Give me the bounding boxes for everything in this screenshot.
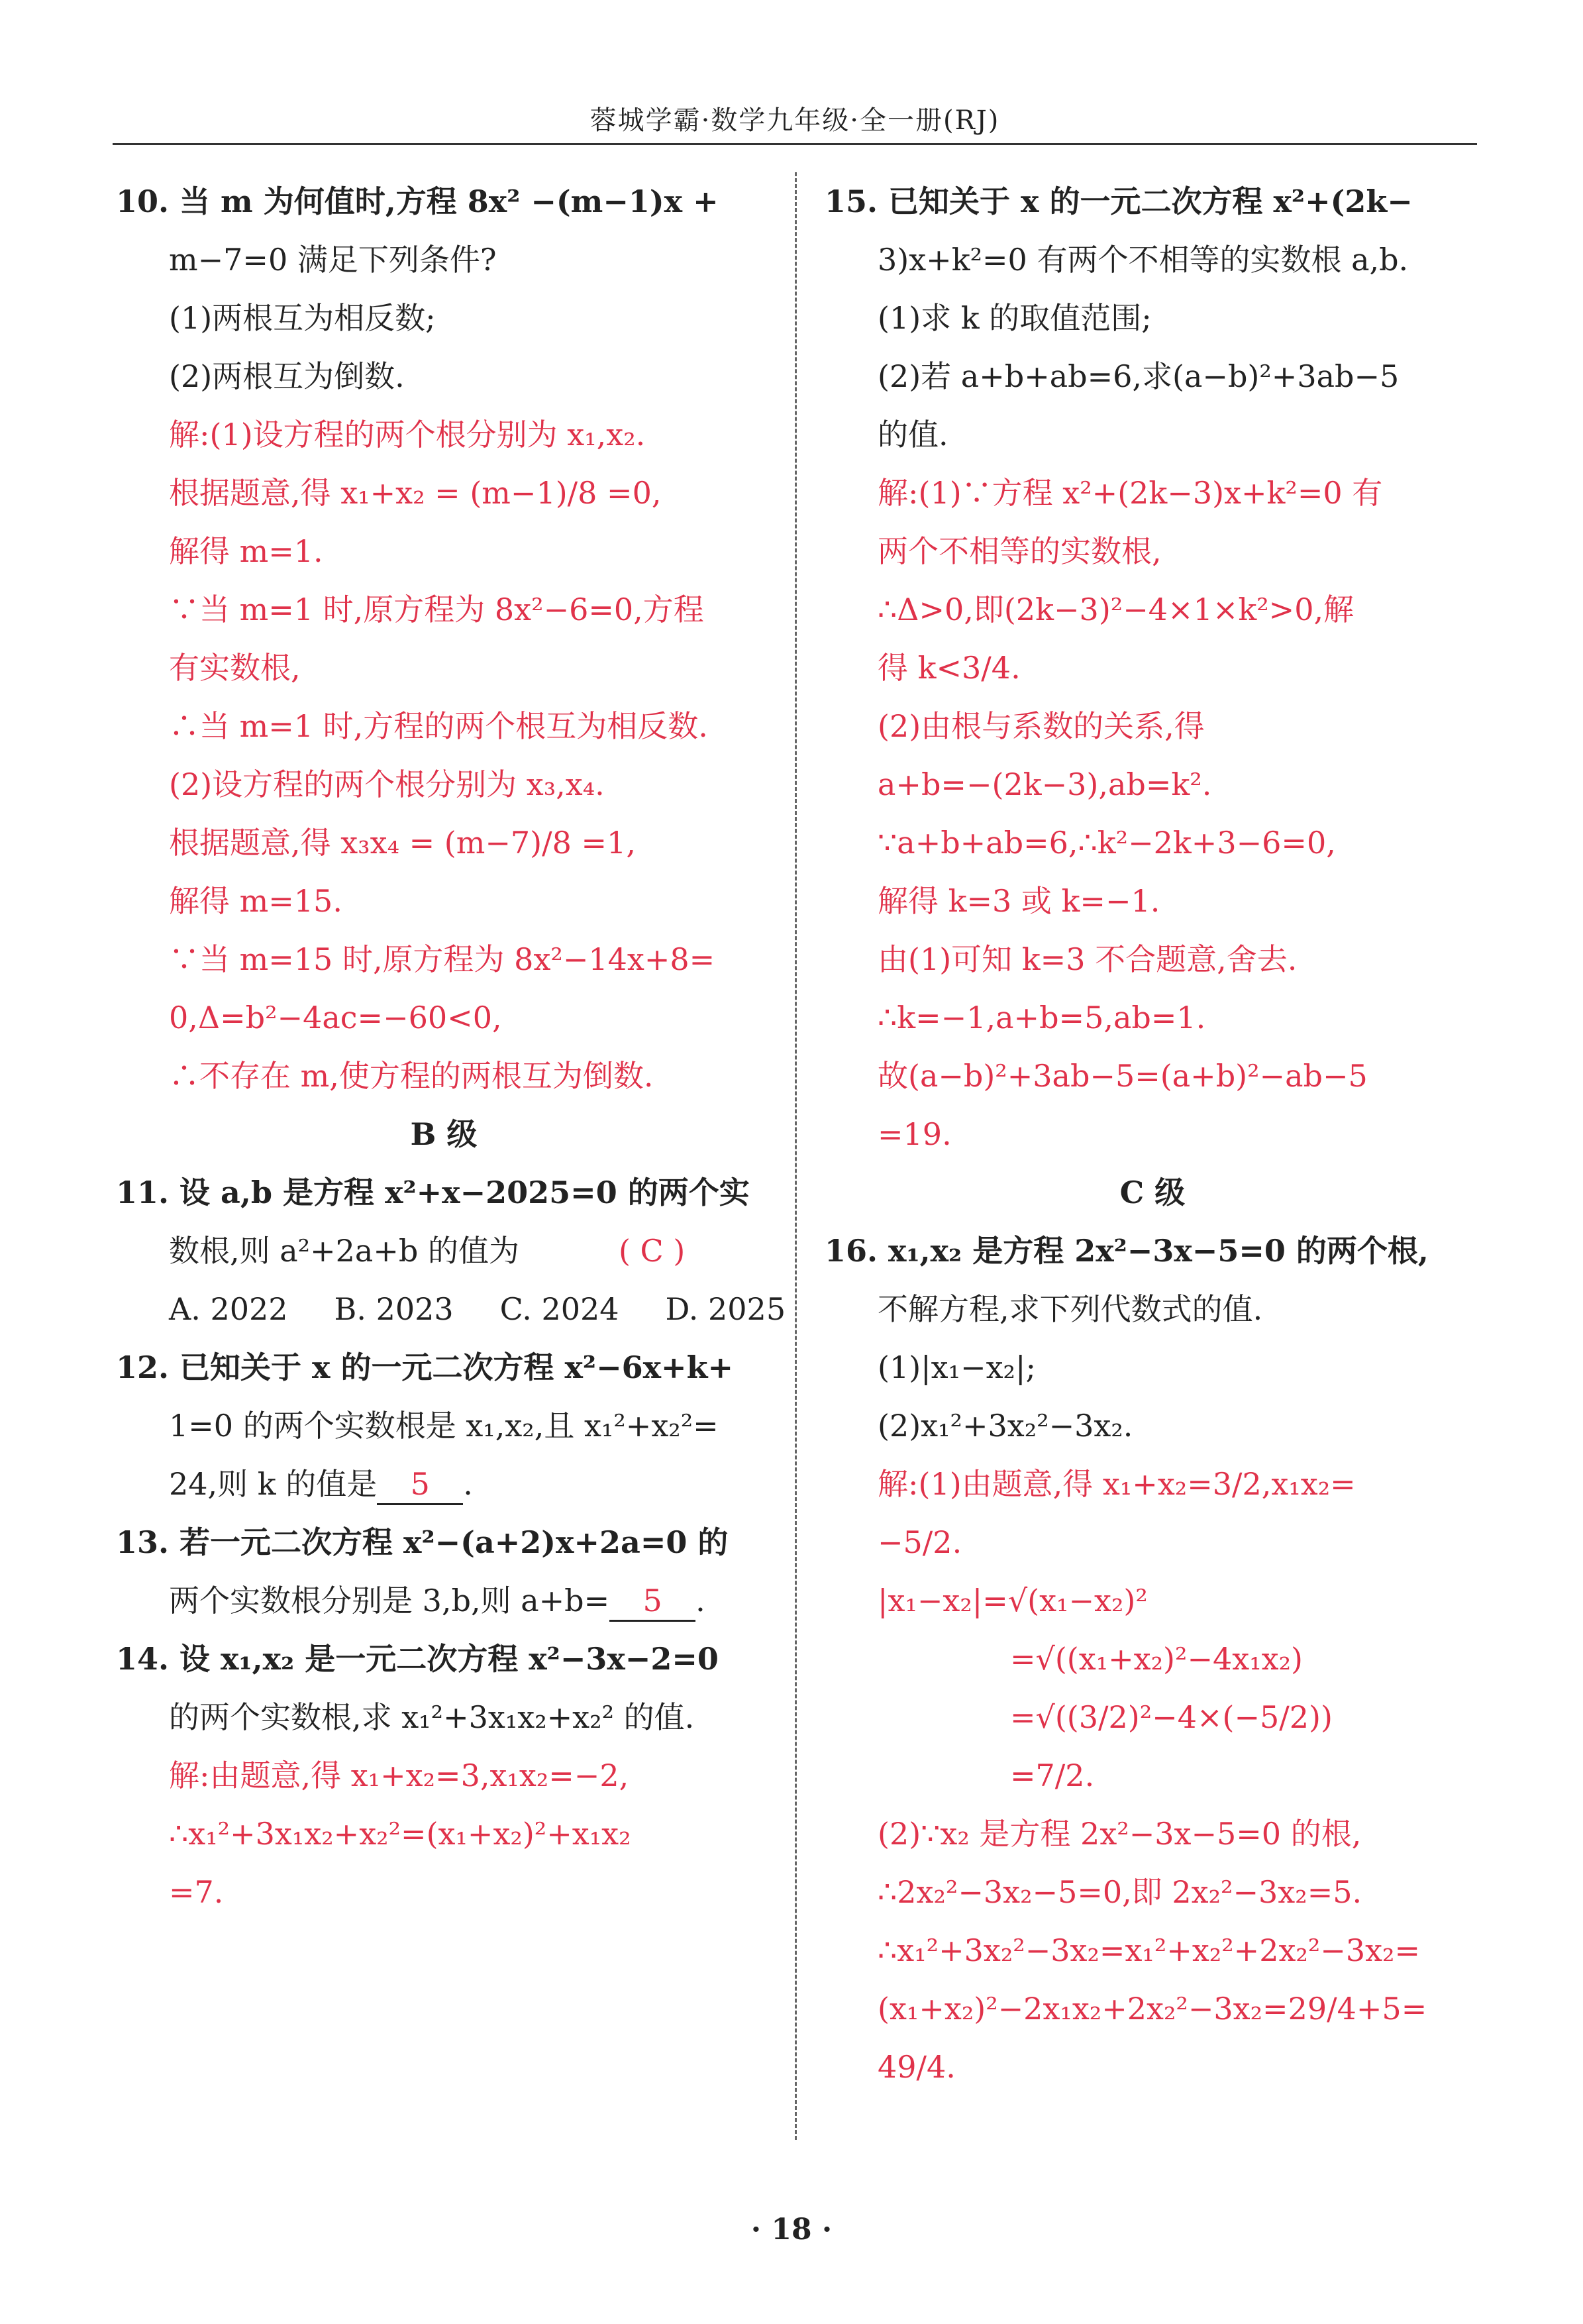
line-end: . <box>463 1466 473 1502</box>
line-text: 14. 设 x₁,x₂ 是一元二次方程 x²−3x−2=0 <box>116 1641 719 1677</box>
line-text: 不解方程,求下列代数式的值. <box>878 1291 1263 1327</box>
question-text-line <box>116 1397 772 1455</box>
answer-line <box>825 1047 1480 1105</box>
line-text: (2)设方程的两个根分别为 x₃,x₄. <box>169 766 605 802</box>
line-text: 解得 k=3 或 k=−1. <box>878 883 1160 919</box>
question-line <box>825 172 1480 231</box>
answer-line <box>825 814 1480 872</box>
question-text-line <box>116 289 772 347</box>
line-text: 49/4. <box>878 2049 956 2085</box>
question-line <box>116 1338 772 1397</box>
line-text: B 级 <box>410 1116 478 1152</box>
answer-line <box>116 1746 772 1805</box>
answer-line <box>825 755 1480 814</box>
header-rule <box>113 143 1477 145</box>
answer-line <box>116 872 772 930</box>
line-text: 解:(1)由题意,得 x₁+x₂=3/2,x₁x₂= <box>878 1466 1356 1502</box>
line-text: 0,Δ=b²−4ac=−60<0, <box>169 1000 502 1035</box>
line-text: 有实数根, <box>169 650 301 686</box>
answer-line <box>116 697 772 755</box>
answer-line <box>825 464 1480 522</box>
question-text-line <box>116 1571 772 1630</box>
fill-blank-answer: 5 <box>609 1581 695 1622</box>
line-text: ∵当 m=1 时,原方程为 8x²−6=0,方程 <box>169 592 704 627</box>
question-text-line <box>116 1222 772 1280</box>
page-header: 蓉城学霸·数学九年级·全一册(RJ) <box>589 105 1000 136</box>
answer-line <box>825 1571 1480 1630</box>
line-text: ∵当 m=15 时,原方程为 8x²−14x+8= <box>169 941 715 977</box>
answer-line <box>116 464 772 522</box>
choice-option: B. 2023 <box>334 1291 454 1327</box>
answer-line <box>825 1513 1480 1571</box>
line-text: (2)x₁²+3x₂²−3x₂. <box>878 1408 1133 1444</box>
line-text: |x₁−x₂|=√(x₁−x₂)² <box>878 1583 1148 1618</box>
line-text: (1)两根互为相反数; <box>169 300 436 336</box>
answer-line <box>825 1455 1480 1513</box>
line-text: 由(1)可知 k=3 不合题意,舍去. <box>878 941 1298 977</box>
question-text-line <box>825 1397 1480 1455</box>
line-text: 解得 m=1. <box>169 533 323 569</box>
line-text: (2)∵x₂ 是方程 2x²−3x−5=0 的根, <box>878 1816 1362 1852</box>
line-text: 24,则 k 的值是 <box>169 1466 378 1502</box>
question-text-line <box>825 1338 1480 1397</box>
answer-line <box>825 872 1480 930</box>
answer-line <box>825 580 1480 639</box>
line-text: −5/2. <box>878 1524 962 1560</box>
answer-line <box>825 1688 1480 1746</box>
choice-option: A. 2022 <box>169 1291 288 1327</box>
line-text: C 级 <box>1119 1175 1186 1210</box>
answer-line <box>116 639 772 697</box>
question-text-line <box>116 231 772 289</box>
answer-line <box>116 930 772 988</box>
line-text: ∴x₁²+3x₁x₂+x₂²=(x₁+x₂)²+x₁x₂ <box>169 1816 631 1852</box>
answer-line <box>825 1921 1480 1980</box>
line-text: 15. 已知关于 x 的一元二次方程 x²+(2k− <box>825 184 1413 219</box>
answer-line <box>825 697 1480 755</box>
page-number: · 18 · <box>750 2213 833 2246</box>
line-text: 3)x+k²=0 有两个不相等的实数根 a,b. <box>878 242 1409 278</box>
line-text: m−7=0 满足下列条件? <box>169 242 497 278</box>
answer-line <box>825 1105 1480 1163</box>
line-text: ∴Δ>0,即(2k−3)²−4×1×k²>0,解 <box>878 592 1354 627</box>
line-text: ∴当 m=1 时,方程的两个根互为相反数. <box>169 708 708 744</box>
question-text-line <box>116 1688 772 1746</box>
answer-line <box>825 1805 1480 1863</box>
line-text: 10. 当 m 为何值时,方程 8x² −(m−1)x + <box>116 184 719 219</box>
answer-line <box>825 2038 1480 2096</box>
line-text: a+b=−(2k−3),ab=k². <box>878 766 1212 802</box>
line-text: 数根,则 a²+2a+b 的值为 <box>169 1233 519 1269</box>
line-end: . <box>695 1583 705 1618</box>
line-text: =√((x₁+x₂)²−4x₁x₂) <box>1010 1641 1303 1677</box>
answer-line <box>116 405 772 464</box>
question-text-line <box>116 1455 772 1513</box>
answer-line <box>116 988 772 1047</box>
answer-line <box>825 1980 1480 2038</box>
line-text: (1)求 k 的取值范围; <box>878 300 1152 336</box>
line-text: 13. 若一元二次方程 x²−(a+2)x+2a=0 的 <box>116 1524 729 1560</box>
line-text: 12. 已知关于 x 的一元二次方程 x²−6x+k+ <box>116 1349 734 1385</box>
question-text-line <box>825 1280 1480 1338</box>
line-text: 1=0 的两个实数根是 x₁,x₂,且 x₁²+x₂²= <box>169 1408 719 1444</box>
line-text: =7. <box>169 1874 224 1910</box>
right-column <box>825 172 1480 2096</box>
answer-line <box>825 1863 1480 1921</box>
question-text-line <box>825 347 1480 405</box>
line-text: 16. x₁,x₂ 是方程 2x²−3x−5=0 的两个根, <box>825 1233 1429 1269</box>
line-text: =7/2. <box>1010 1758 1095 1793</box>
line-text: 的两个实数根,求 x₁²+3x₁x₂+x₂² 的值. <box>169 1699 695 1735</box>
question-text-line <box>116 347 772 405</box>
question-line <box>116 172 772 231</box>
answer-line <box>116 580 772 639</box>
line-text: 两个不相等的实数根, <box>878 533 1162 569</box>
line-text: ∵a+b+ab=6,∴k²−2k+3−6=0, <box>878 825 1336 861</box>
level-heading <box>825 1163 1480 1222</box>
question-line <box>825 1222 1480 1280</box>
line-text: ∴k=−1,a+b=5,ab=1. <box>878 1000 1206 1035</box>
line-text: 的值. <box>878 417 948 452</box>
line-text: 11. 设 a,b 是方程 x²+x−2025=0 的两个实 <box>116 1175 750 1210</box>
line-text: 解:由题意,得 x₁+x₂=3,x₁x₂=−2, <box>169 1758 629 1793</box>
line-text: =√((3/2)²−4×(−5/2)) <box>1010 1699 1333 1735</box>
question-text-line <box>825 289 1480 347</box>
line-text: 故(a−b)²+3ab−5=(a+b)²−ab−5 <box>878 1058 1368 1094</box>
answer-line <box>825 639 1480 697</box>
answer-line <box>825 1746 1480 1805</box>
choice-option: C. 2024 <box>499 1291 619 1327</box>
question-line <box>116 1630 772 1688</box>
line-text: ∴不存在 m,使方程的两根互为倒数. <box>169 1058 654 1094</box>
line-text: 两个实数根分别是 3,b,则 a+b= <box>169 1583 610 1618</box>
line-text: 根据题意,得 x₃x₄ = (m−7)/8 =1, <box>169 825 636 861</box>
line-text: =19. <box>878 1116 952 1152</box>
line-text: (1)|x₁−x₂|; <box>878 1349 1036 1385</box>
answer-line <box>116 814 772 872</box>
line-text: (2)由根与系数的关系,得 <box>878 708 1205 744</box>
line-text: ∴2x₂²−3x₂−5=0,即 2x₂²−3x₂=5. <box>878 1874 1362 1910</box>
fill-blank-answer: 5 <box>377 1465 463 1505</box>
answer-line <box>825 522 1480 580</box>
question-line <box>116 1163 772 1222</box>
choice-option: D. 2025 <box>665 1291 786 1327</box>
answer-line <box>116 1805 772 1863</box>
answer-line <box>116 1863 772 1921</box>
line-text: ∴x₁²+3x₂²−3x₂=x₁²+x₂²+2x₂²−3x₂= <box>878 1932 1421 1968</box>
line-text: 根据题意,得 x₁+x₂ = (m−1)/8 =0, <box>169 475 662 511</box>
question-line <box>116 1513 772 1571</box>
line-text: 解:(1)∵方程 x²+(2k−3)x+k²=0 有 <box>878 475 1383 511</box>
left-column <box>116 172 786 1921</box>
question-text-line <box>825 231 1480 289</box>
line-text: 得 k<3/4. <box>878 650 1021 686</box>
answer-line <box>116 522 772 580</box>
answer-line <box>825 988 1480 1047</box>
line-text: 解得 m=15. <box>169 883 342 919</box>
line-text: (2)两根互为倒数. <box>169 358 405 394</box>
answer-line <box>825 930 1480 988</box>
choice-answer: ( C ) <box>618 1233 686 1269</box>
line-text: 解:(1)设方程的两个根分别为 x₁,x₂. <box>169 417 646 452</box>
choice-options <box>116 1280 786 1338</box>
answer-line <box>116 1047 772 1105</box>
column-divider <box>795 172 797 2140</box>
line-text: (2)若 a+b+ab=6,求(a−b)²+3ab−5 <box>878 358 1400 394</box>
level-heading <box>116 1105 772 1163</box>
answer-line <box>825 1630 1480 1688</box>
answer-line <box>116 755 772 814</box>
line-text: (x₁+x₂)²−2x₁x₂+2x₂²−3x₂=29/4+5= <box>878 1991 1427 2027</box>
question-text-line <box>825 405 1480 464</box>
